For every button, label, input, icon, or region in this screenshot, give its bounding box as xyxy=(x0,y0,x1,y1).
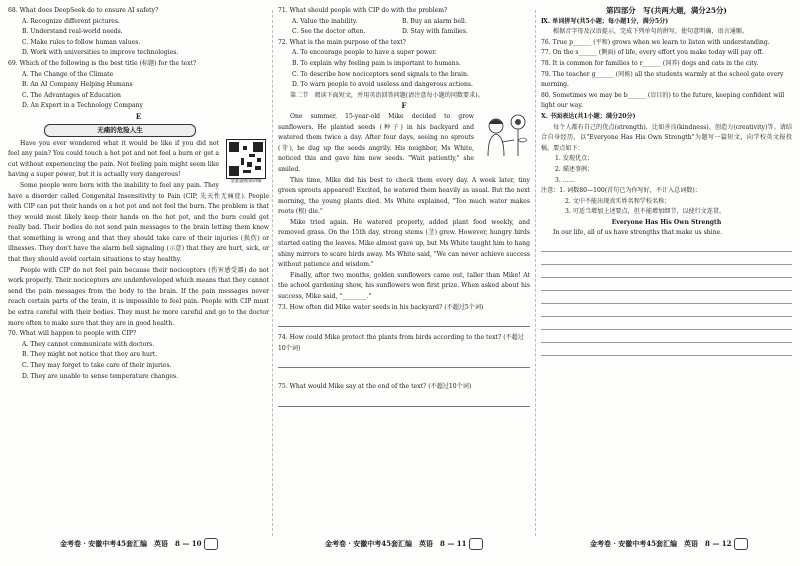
option-row xyxy=(278,27,530,38)
question-71: 71. What should people with CIP do with the problem? xyxy=(278,7,448,14)
option: B. They might not notice that they are hurt. xyxy=(22,351,158,359)
qr-code-block[interactable] xyxy=(223,139,269,185)
option: A. To encourage people to have a super power. xyxy=(292,49,437,57)
passage-banner: 无痛的危险人生 xyxy=(44,124,196,137)
writing-line[interactable] xyxy=(541,239,792,252)
part-instruction: 每个人都有自己的优点(strength)，比如善良(kindness)、创造力(creativity)等。请结合自身经历，以"Everyone Has His Own Strength"为题写一篇短文，向学校英文报投稿。要点如下： xyxy=(541,123,792,152)
spelling-item: 80. Sometimes we may be b______ (盲目的) to the future, keeping confident will light our way. xyxy=(541,91,785,110)
writing-line[interactable] xyxy=(541,330,792,343)
option: D. An Expert in a Technology Company xyxy=(22,102,143,110)
answer-line[interactable] xyxy=(278,317,530,327)
passage-f-paragraph: This time, Mike did his best to check them every day. A week later, tiny green sprouts appeared! Excited, he watered them heavily as usual. But the next morning, the young plants died. Ms White explained, "Too much water makes roots (根) die." xyxy=(278,176,530,216)
part-instruction: 根据音字母及汉语提示，完成下列单句的拼写，使句意明确，语言通顺。 xyxy=(553,28,748,36)
writing-line[interactable] xyxy=(541,252,792,265)
page-footer xyxy=(60,537,218,551)
point-item: 2. 描述事例； xyxy=(555,165,594,173)
option: C. The Advantages of Education xyxy=(22,91,121,99)
question-73: 73. How often did Mike water seeds in his backyard? (不超过5个词) xyxy=(278,303,484,311)
spelling-item: 79. The teacher g______ (问候) all the students warmly at the school gate every morning. xyxy=(541,70,784,89)
writing-line[interactable] xyxy=(541,278,792,291)
column-left xyxy=(8,6,269,382)
column-middle xyxy=(278,6,530,407)
point-item: 1. 发现优点； xyxy=(555,155,594,163)
question-75: 75. What would Mike say at the end of the text? (不超过10个词) xyxy=(278,383,472,391)
option: A. They cannot communicate with doctors. xyxy=(22,340,155,348)
logo-icon xyxy=(469,538,483,550)
column-divider xyxy=(535,10,536,536)
column-right xyxy=(541,6,792,356)
option: B. To explain why feeling pain is important to humans. xyxy=(292,59,461,67)
column-divider xyxy=(272,10,273,536)
passage-f-paragraph: Finally, after two months, golden sunflowers came out, taller than Mike! At the school gardening show, his sunflowers won first prize. When asked about his success, Mike said, "________." xyxy=(278,271,530,301)
answer-line[interactable] xyxy=(278,397,530,407)
logo-icon xyxy=(204,538,218,550)
page-footer xyxy=(325,537,483,551)
option: C. To describe how nociceptors send signals to the brain. xyxy=(292,70,469,78)
option: D. Work with universities to improve technologies. xyxy=(22,49,179,57)
footer-text: 金考卷 · 安徽中考45套汇编 英语 8 — 11 xyxy=(325,539,467,548)
option-row xyxy=(278,17,530,28)
part-heading: X. 书面表达(共1小题；满分20分) xyxy=(541,112,636,120)
note-item: 注意：1. 词数80—100(首句已为你写好，不计入总词数)； xyxy=(541,187,701,195)
writing-line[interactable] xyxy=(541,317,792,330)
question-72: 72. What is the main purpose of the text? xyxy=(278,38,406,46)
spelling-item: 76. True p______ (平和) grows when we learn to listen with understanding. xyxy=(541,38,770,46)
footer-text: 金考卷 · 安徽中考45套汇编 英语 8 — 12 xyxy=(590,539,732,548)
question-74: 74. How could Mike protect the plants from birds according to the text? (不超过10个词) xyxy=(278,334,524,352)
passage-f-paragraph: Mike tried again. He watered properly, added plant food weekly, and removed grass. On the 15th day, strong stems (茎) grew. However, hungry birds started eating the leaves. Mike almost gave up, but Ms White taught him to hang shiny mirrors to scare birds away. Ms White said, "We can never achieve success without patience and wisdom." xyxy=(278,218,530,269)
option: B. Understand real-world needs. xyxy=(22,28,123,36)
option: C. They may forget to take care of their injuries. xyxy=(22,362,172,369)
qr-caption: 金准题视频讲解 xyxy=(230,178,262,184)
section-heading: 第四部分 写(共两大题，满分25分) xyxy=(606,6,727,15)
point-item: 3. …… xyxy=(555,176,575,184)
option: B. Buy an alarm bell. xyxy=(402,17,467,25)
writing-line[interactable] xyxy=(541,265,792,278)
logo-icon xyxy=(734,538,748,550)
writing-line[interactable] xyxy=(541,291,792,304)
part-heading: Ⅸ. 单词拼写(共5小题；每小题1分，满分5分) xyxy=(541,17,669,25)
question-68: 68. What does DeepSeek do to ensure AI safety? xyxy=(8,7,159,14)
question-69: 69. Which of the following is the best title (标题) for the text? xyxy=(8,59,197,67)
spelling-item: 77. On the s______ (侧面) of life, every effort you make today will pay off. xyxy=(541,49,764,57)
note-item: 3. 可适当增加上述要点，但不能增加细节，以使行文连贯。 xyxy=(565,208,726,216)
passage-e-paragraph: Some people were born with the inability to feel any pain. They have a disorder called Congenital Insensitivity to Pain (CIP, 先天性无痛症). People with CIP can put their hands on a hot pot and not feel the burn. The problem is that they would most likely keep their hands on the hot pot, and the burn could get really bad. Their bodies do not send pain messages to the brain letting them know that something is wrong and that they should take care of their injuries (损伤) or illnesses. They don't have the alarm bell signaling (示意) that they are hurt, sick, or that they should avoid certain situations to stay healthy. xyxy=(8,181,269,264)
qr-code-icon xyxy=(226,139,266,179)
passage-letter-e: E xyxy=(135,111,142,121)
option: A. Value the inability. xyxy=(292,17,358,25)
passage-e-paragraph: Have you ever wondered what it would be like if you did not feel any pain? You could touch a hot pot and not feel a burn or get a cut without experiencing the pain. Not feeling pain might seem like having a super power, but it is actually very dangerous! xyxy=(8,139,219,179)
option: D. To warn people to avoid useless and dangerous actions. xyxy=(292,81,473,89)
writing-line[interactable] xyxy=(541,304,792,317)
section-instruction: 第二节 阅读下面短文，并用英语回答问题(请注意每小题的问数要求)。 xyxy=(290,91,484,99)
passage-letter-f: F xyxy=(401,101,407,111)
page-footer xyxy=(590,537,748,551)
option: B. An AI Company Helping Humans xyxy=(22,81,133,89)
note-item: 2. 文中不能出现真实姓名和学校名称； xyxy=(565,197,671,205)
option: A. The Change of the Climate xyxy=(22,70,114,78)
option: D. Stay with families. xyxy=(402,28,468,36)
question-70: 70. What will happen to people with CIP? xyxy=(8,330,137,338)
essay-first-sentence: In our life, all of us have strengths that make us shine. xyxy=(553,229,723,237)
spelling-item: 78. It is common for families to r______ (饲养) dogs and cats in the city. xyxy=(541,59,759,67)
essay-title: Everyone Has His Own Strength xyxy=(611,218,722,226)
option: C. See the doctor often. xyxy=(292,28,366,36)
passage-f-paragraph: One summer, 15-year-old Mike decided to grow sunflowers. He planted seeds (种子) in his backyard and watered them twice a day. After four days, seeing no sprouts (芽), he dug up the seeds angrily. His neighbor, Ms White, noticed this and gave him new seeds. "Wait patiently," she smiled. xyxy=(278,112,474,173)
passage-e-paragraph: People with CIP do not feel pain because their nociceptors (伤害感受器) do not work properly. Their nociceptors are underdeveloped which means that they cannot send the pain messages from the body to the brain. If the pain messages never reach certain parts of the brain, it is impossible to feel pain. People with CIP must be extra careful with their bodies. They must be more careful and go to the doctor more often to make sure that they are in good health. xyxy=(8,266,269,327)
writing-line[interactable] xyxy=(541,343,792,356)
answer-line[interactable] xyxy=(278,358,530,368)
boy-sunflower-illustration xyxy=(478,112,530,158)
option: C. Make rules to follow human values. xyxy=(22,38,141,46)
option: A. Recognize different pictures. xyxy=(22,17,120,25)
option: D. They are unable to sense temperature changes. xyxy=(22,372,179,380)
footer-text: 金考卷 · 安徽中考45套汇编 英语 8 — 10 xyxy=(60,539,202,548)
